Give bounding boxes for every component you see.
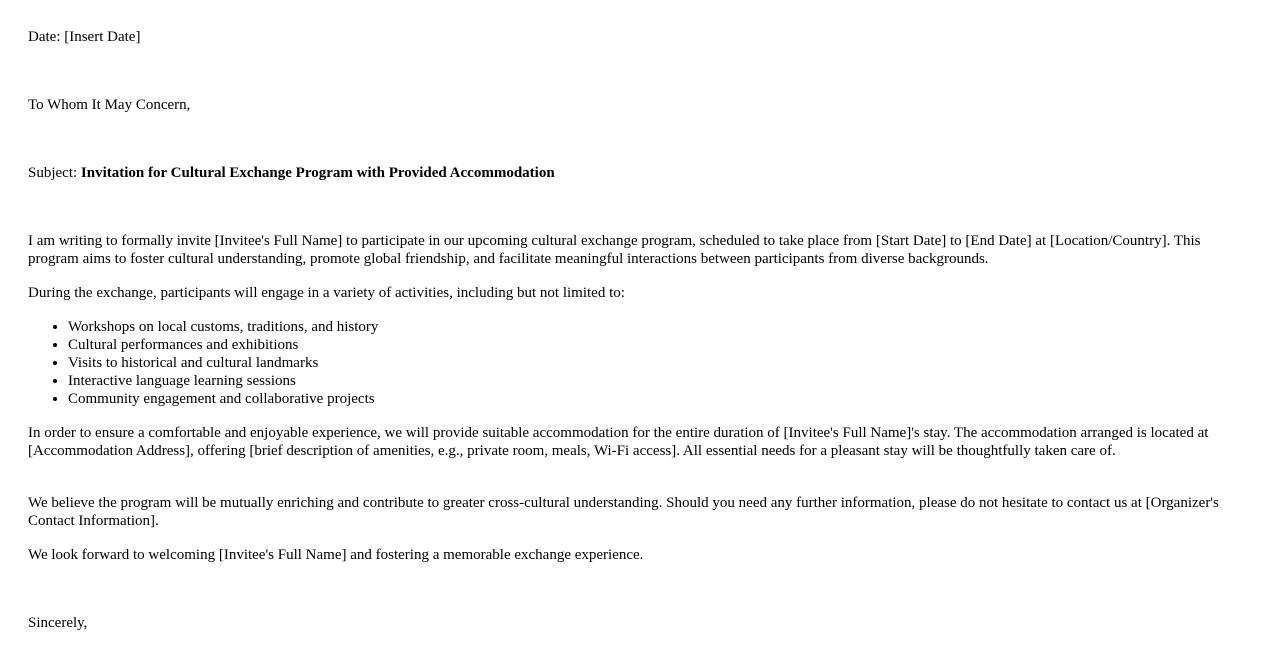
salutation: To Whom It May Concern, [28, 97, 191, 113]
activities-intro-paragraph: During the exchange, participants will engage in a variety of activities, including but not limited to: [28, 285, 625, 301]
subject-title: Invitation for Cultural Exchange Program with Provided Accommodation [80, 165, 555, 181]
list-item: • Interactive language learning sessions [68, 372, 378, 390]
subject-line [28, 164, 555, 182]
list-item: • Cultural performances and exhibitions [68, 336, 378, 354]
closing-paragraph: We look forward to welcoming [Invitee's Full Name] and fostering a memorable exchange experience. [28, 547, 644, 563]
activities-list [28, 318, 378, 408]
subject-prefix: Subject: [28, 165, 81, 181]
list-item: • Visits to historical and cultural landmarks [68, 354, 378, 372]
date-line: Date: [Insert Date] [28, 29, 141, 45]
intro-paragraph: I am writing to formally invite [Invitee's Full Name] to participate in our upcoming cultural exchange program, scheduled to take place from [Start Date] to [End Date] at [Location/Country]. This program aims to foster cultural understanding, promote global friendship, and facilitate meaningful interactions between participants from diverse backgrounds. [28, 233, 1201, 267]
list-item: • Community engagement and collaborative projects [68, 390, 378, 408]
sign-off: Sincerely, [28, 615, 88, 631]
contact-paragraph: We believe the program will be mutually enriching and contribute to greater cross-cultural understanding. Should you need any further information, please do not hesitate to contact us at [Organizer's Contact Information]. [28, 495, 1219, 529]
accommodation-paragraph: In order to ensure a comfortable and enjoyable experience, we will provide suitable accommodation for the entire duration of [Invitee's Full Name]'s stay. The accommodation arranged is located at [Accommodation Address], offering [brief description of amenities, e.g., private room, meals, Wi-Fi access]. All essential needs for a pleasant stay will be thoughtfully taken care of. [28, 425, 1209, 459]
list-item: • Workshops on local customs, traditions, and history [68, 318, 378, 336]
